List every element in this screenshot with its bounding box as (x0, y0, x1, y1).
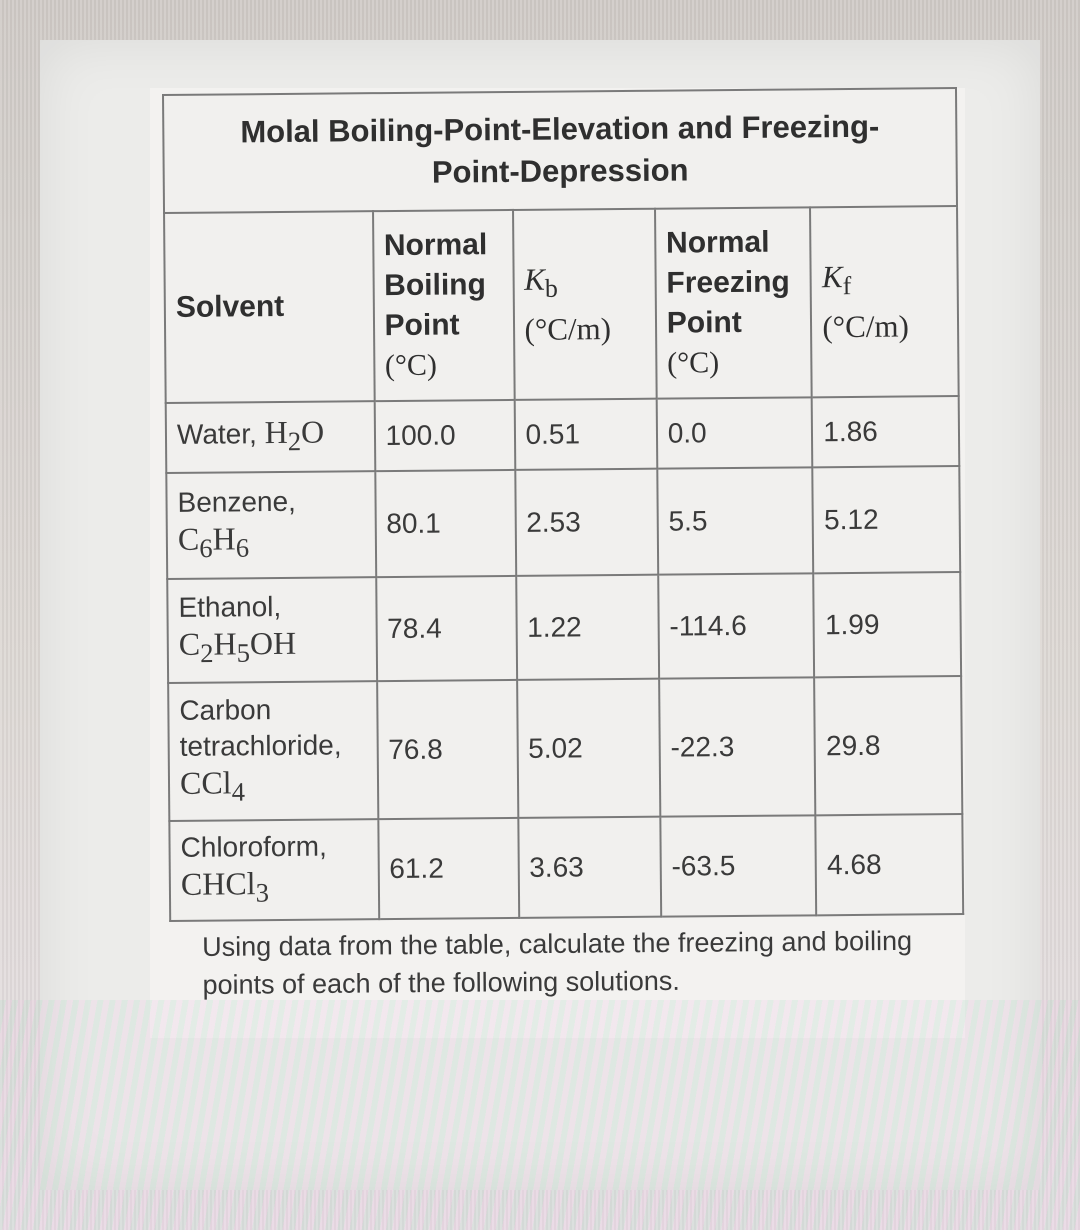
cell-kb: 1.22 (516, 575, 659, 680)
kb-symbol: K (523, 262, 545, 298)
header-kf (810, 206, 958, 397)
header-fp-line-2: Freezing (666, 265, 790, 300)
formula-part: CHCl (180, 865, 256, 903)
solvent-formula (179, 625, 366, 672)
formula-subscript: 2 (200, 638, 214, 669)
cell-freezing-point: 5.5 (657, 467, 813, 574)
cell-freezing-point: -22.3 (659, 677, 816, 816)
solvent-name-line-1: Carbon (179, 694, 272, 727)
solvent-name: Water, (176, 418, 265, 451)
solvent-formula (178, 520, 365, 567)
header-bp-line-2: Boiling (384, 268, 487, 303)
header-kf-unit: (°C/m) (822, 308, 909, 344)
question-text: Using data from the table, calculate the freezing and boiling points of each of the following solutions. (202, 925, 913, 1000)
table-row (166, 396, 960, 473)
cell-kf: 29.8 (814, 676, 962, 815)
header-kb (513, 209, 657, 400)
header-freezing-point (655, 207, 812, 398)
cell-boiling-point: 80.1 (375, 470, 516, 577)
header-kb-unit: (°C/m) (524, 310, 612, 347)
formula-part: H (212, 520, 236, 557)
formula-part: O (300, 413, 325, 451)
table-row (168, 676, 962, 821)
solvent-name-line-2: tetrachloride, (179, 729, 342, 763)
cell-freezing-point: 0.0 (656, 397, 812, 468)
cell-boiling-point: 61.2 (378, 818, 519, 919)
cell-freezing-point: -63.5 (660, 815, 816, 916)
table-row (167, 572, 961, 683)
formula-part: OH (249, 625, 297, 662)
solvent-formula (181, 865, 368, 912)
cell-kb: 5.02 (517, 679, 660, 818)
cell-freezing-point: -114.6 (658, 573, 814, 678)
solvent-ethanol (167, 577, 376, 683)
header-fp-line-1: Normal (665, 225, 770, 260)
cell-boiling-point: 76.8 (377, 680, 518, 819)
cell-kf: 4.68 (816, 814, 964, 915)
formula-subscript: 6 (235, 532, 250, 564)
solvent-benzene (166, 471, 375, 579)
formula-part: C (178, 625, 201, 663)
formula-part: H (213, 625, 237, 662)
solvent-water (166, 401, 375, 473)
formula-part: H (264, 414, 288, 451)
cell-boiling-point: 100.0 (374, 400, 515, 471)
formula-part: CCl (179, 764, 232, 802)
header-fp-unit: (°C) (666, 346, 720, 380)
solvent-name: Benzene, (177, 486, 297, 519)
formula-part: C (177, 520, 200, 558)
kf-symbol: K (821, 259, 843, 295)
cell-kb: 2.53 (515, 469, 658, 576)
kf-subscript: f (842, 271, 852, 301)
header-kf-symbol-line (822, 257, 947, 307)
solvent-formula (180, 764, 367, 811)
solvent-name: Ethanol, (178, 591, 282, 624)
header-kb-symbol-line (524, 259, 645, 309)
header-bp-line-3: Point (384, 308, 460, 343)
cell-boiling-point: 78.4 (376, 576, 517, 681)
cell-kf: 1.99 (814, 572, 962, 677)
molal-constants-table (162, 87, 964, 922)
kb-subscript: b (544, 274, 558, 304)
cell-kf: 5.12 (813, 466, 961, 573)
cell-kb: 0.51 (514, 399, 657, 470)
formula-subscript: 3 (255, 877, 270, 908)
formula-subscript: 6 (199, 533, 213, 564)
cell-kf: 1.86 (812, 396, 959, 467)
formula-subscript: 4 (231, 776, 246, 808)
solvent-carbon-tetrachloride (168, 681, 378, 821)
cell-kb: 3.63 (518, 817, 661, 918)
header-fp-line-3: Point (666, 305, 742, 340)
table-row (169, 814, 963, 921)
solvent-formula (264, 413, 325, 457)
formula-subscript: 5 (236, 637, 251, 669)
formula-subscript: 2 (287, 426, 302, 457)
table-row (166, 466, 960, 579)
solvent-name: Chloroform, (180, 830, 327, 864)
header-solvent: Solvent (164, 211, 374, 403)
header-boiling-point (373, 210, 515, 401)
table-title-line-2: Point-Depression (431, 152, 689, 190)
solvent-chloroform (169, 819, 378, 921)
header-bp-line-1: Normal (383, 228, 488, 263)
table-title-line-1: Molal Boiling-Point-Elevation and Freezing- (240, 108, 880, 150)
header-row (164, 206, 959, 403)
header-bp-unit: (°C) (384, 348, 438, 383)
table-title (163, 88, 957, 213)
